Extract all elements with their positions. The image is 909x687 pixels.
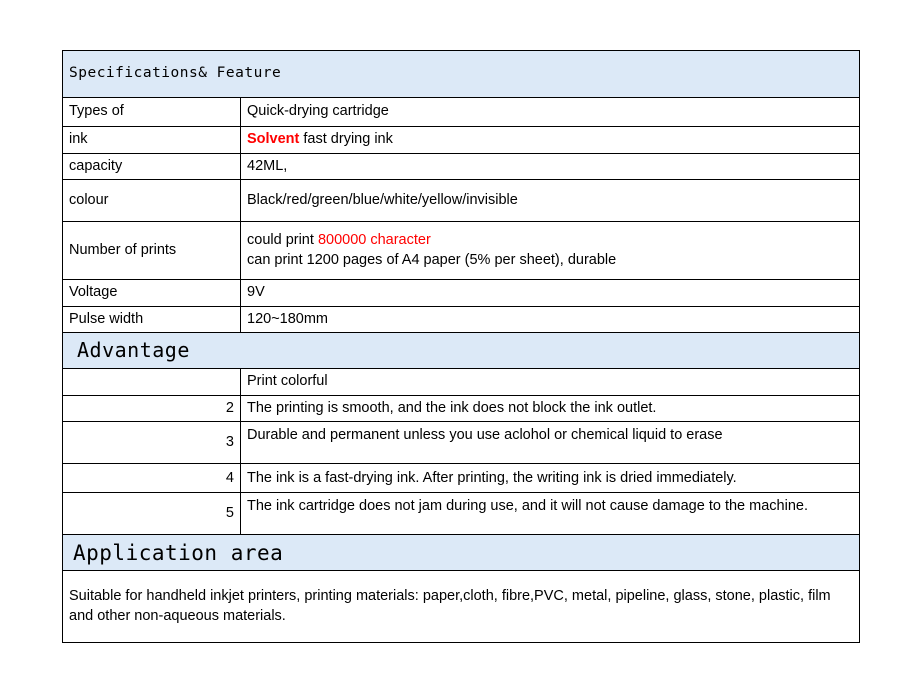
advantage-text-3: Durable and permanent unless you use aclohol or chemical liquid to erase xyxy=(241,422,860,464)
advantage-number-4: 4 xyxy=(63,464,241,493)
spec-label-capacity: capacity xyxy=(63,153,241,180)
table-row xyxy=(63,571,860,643)
spec-value-types-of: Quick-drying cartridge xyxy=(241,98,860,127)
table-row xyxy=(63,222,860,280)
table-row xyxy=(63,395,860,422)
application-area-text: Suitable for handheld inkjet printers, printing materials: paper,cloth, fibre,PVC, metal, pipeline, glass, stone, plastic, film and other non-aqueous materials. xyxy=(63,571,860,643)
advantage-text-2: The printing is smooth, and the ink does not block the ink outlet. xyxy=(241,395,860,422)
spec-value-ink xyxy=(241,127,860,154)
spec-value-ink-highlight: Solvent xyxy=(247,131,300,147)
spec-prints-highlight: 800000 character xyxy=(317,232,431,249)
advantage-number-5: 5 xyxy=(63,493,241,535)
table-row xyxy=(63,422,860,464)
table-row xyxy=(63,280,860,307)
spec-value-number-of-prints xyxy=(241,222,860,280)
specifications-section-title: Specifications& Feature xyxy=(63,51,860,98)
spec-value-ink-rest: fast drying ink xyxy=(299,131,393,147)
spec-value-pulse-width: 120~180mm xyxy=(241,306,860,333)
spec-label-colour: colour xyxy=(63,180,241,222)
spec-value-colour: Black/red/green/blue/white/yellow/invisible xyxy=(241,180,860,222)
table-row xyxy=(63,98,860,127)
table-row xyxy=(63,153,860,180)
spec-label-types-of: Types of xyxy=(63,98,241,127)
spec-value-voltage: 9V xyxy=(241,280,860,307)
advantage-number-2: 2 xyxy=(63,395,241,422)
table-row xyxy=(63,535,860,571)
spec-label-pulse-width: Pulse width xyxy=(63,306,241,333)
table-row xyxy=(63,51,860,98)
advantage-section-title: Advantage xyxy=(63,333,860,369)
advantage-text-4: The ink is a fast-drying ink. After printing, the writing ink is dried immediately. xyxy=(241,464,860,493)
spec-label-ink: ink xyxy=(63,127,241,154)
spec-value-capacity: 42ML, xyxy=(241,153,860,180)
spec-label-voltage: Voltage xyxy=(63,280,241,307)
table-row xyxy=(63,127,860,154)
advantage-number-1 xyxy=(63,369,241,396)
specifications-table xyxy=(62,50,860,643)
table-row xyxy=(63,306,860,333)
spec-value-number-of-prints-line2: can print 1200 pages of A4 paper (5% per sheet), durable xyxy=(247,251,617,268)
table-row xyxy=(63,333,860,369)
table-row xyxy=(63,464,860,493)
spec-value-number-of-prints-line1 xyxy=(247,231,853,251)
table-row xyxy=(63,369,860,396)
application-section-title: Application area xyxy=(63,535,860,571)
advantage-text-1: Print colorful xyxy=(241,369,860,396)
table-row xyxy=(63,180,860,222)
advantage-number-3: 3 xyxy=(63,422,241,464)
spec-label-number-of-prints: Number of prints xyxy=(63,222,241,280)
advantage-text-5: The ink cartridge does not jam during use, and it will not cause damage to the machine. xyxy=(241,493,860,535)
spec-prints-prefix: could print xyxy=(247,232,318,249)
table-row xyxy=(63,493,860,535)
